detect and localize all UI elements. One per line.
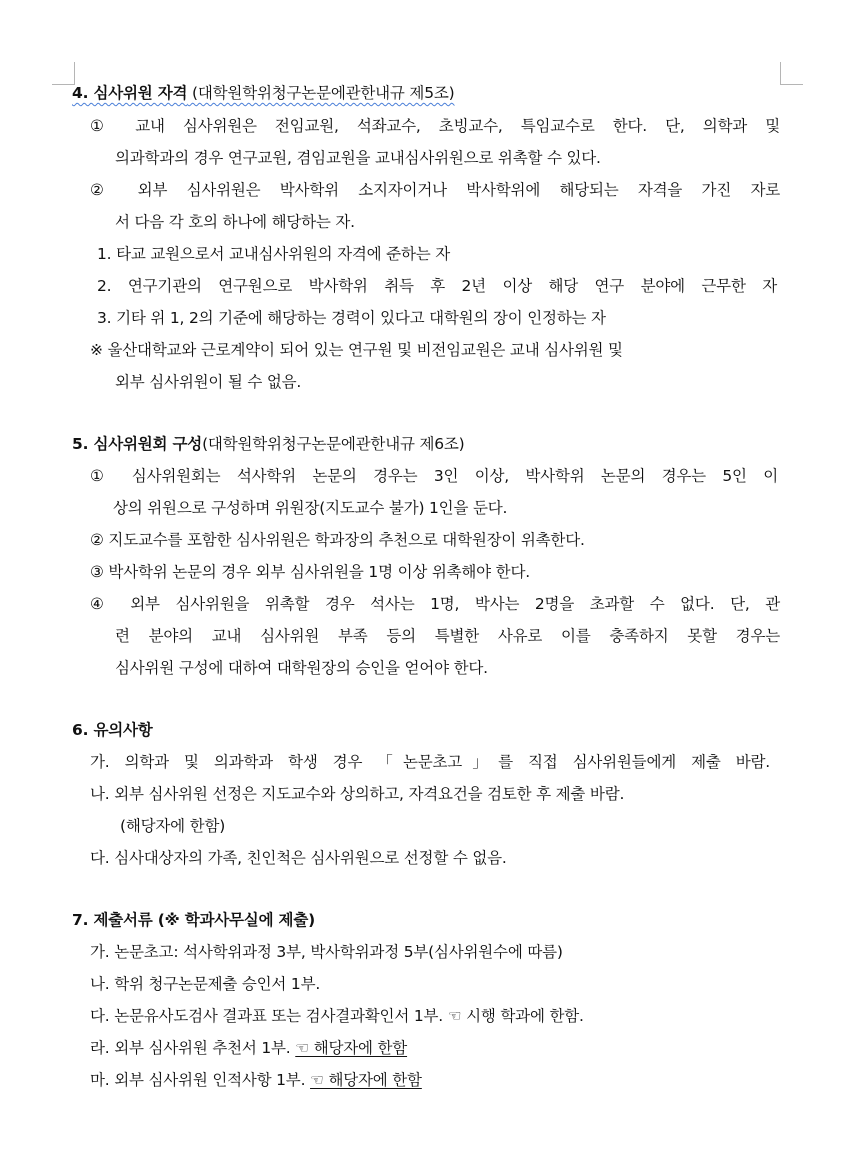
section-4-reference: (대학원학위청구논문에관한내규 제5조) [187,84,455,102]
section-6-item-a: 가. 의학과 및 의과학과 학생 경우 「논문초고」를 직접 심사위원들에게 제출 바람. [90,753,770,771]
section-5-item-3: ③ 박사학위 논문의 경우 외부 심사위원을 1명 이상 위촉해야 한다. [90,563,530,581]
section-7-item-e [90,1070,422,1090]
section-4-item-1-line-2: 의과학과의 경우 연구교원, 겸임교원을 교내심사위원으로 위촉할 수 있다. [115,149,601,167]
section-4-item-2-line-2: 서 다음 각 호의 하나에 해당하는 자. [115,213,355,231]
section-5-item-2: ② 지도교수를 포함한 심사위원은 학과장의 추천으로 대학원장이 위촉한다. [90,531,585,549]
section-5-item-1-line-2: 상의 위원으로 구성하며 위원장(지도교수 불가) 1인을 둔다. [113,499,508,517]
section-7-item-d-text: 라. 외부 심사위원 추천서 1부. [90,1039,296,1057]
section-7-item-d [90,1038,407,1058]
section-4-sub-1: 1. 타교 교원으로서 교내심사위원의 자격에 준하는 자 [97,245,450,263]
section-5-reference: (대학원학위청구논문에관한내규 제6조) [202,435,465,453]
section-5-item-4-line-3: 심사위원 구성에 대하여 대학원장의 승인을 얻어야 한다. [115,659,488,677]
section-7-item-d-note: ☜ 해당자에 한함 [295,1039,408,1057]
section-5-item-4-line-2: 련 분야의 교내 심사위원 부족 등의 특별한 사유로 이를 충족하지 못할 경우는 [115,627,780,645]
section-4-sub-3: 3. 기타 위 1, 2의 기준에 해당하는 경력이 있다고 대학원의 장이 인정하는 자 [97,309,606,327]
section-5-item-4-line-1: ④ 외부 심사위원을 위촉할 경우 석사는 1명, 박사는 2명을 초과할 수 없다. 단, 관 [90,595,780,613]
section-7-item-c: 다. 논문유사도검사 결과표 또는 검사결과확인서 1부. ☜ 시행 학과에 한함. [90,1007,584,1025]
section-6-item-b-line-2: (해당자에 한함) [120,817,226,835]
section-5-item-1-line-1: ① 심사위원회는 석사학위 논문의 경우는 3인 이상, 박사학위 논문의 경우는 5인 이 [90,467,778,485]
section-4-title: 4. 심사위원 자격 [72,84,188,102]
section-4-item-1-line-1: ① 교내 심사위원은 전임교원, 석좌교수, 초빙교수, 특임교수로 한다. 단, 의학과 및 [90,117,780,135]
section-6-item-b-line-1: 나. 외부 심사위원 선정은 지도교수와 상의하고, 자격요건을 검토한 후 제출 바람. [90,785,625,803]
section-7-item-e-text: 마. 외부 심사위원 인적사항 1부. [90,1071,311,1089]
section-4-sub-2: 2. 연구기관의 연구원으로 박사학위 취득 후 2년 이상 해당 연구 분야에 근무한 자 [97,277,777,295]
section-7-item-b: 나. 학위 청구논문제출 승인서 1부. [90,975,321,993]
section-5-heading [72,434,465,454]
section-6-heading: 6. 유의사항 [72,721,153,739]
crop-mark-top-right [780,62,803,85]
crop-mark-top-left [52,62,75,85]
section-4-item-2-line-1: ② 외부 심사위원은 박사학위 소지자이거나 박사학위에 해당되는 자격을 가진 자로 [90,181,780,199]
section-4-note-line-1: ※ 울산대학교와 근로계약이 되어 있는 연구원 및 비전임교원은 교내 심사위원 및 [90,341,623,359]
section-7-item-e-note: ☜ 해당자에 한함 [310,1071,422,1089]
section-7-item-a: 가. 논문초고: 석사학위과정 3부, 박사학위과정 5부(심사위원수에 따름) [90,943,563,961]
section-4-heading [72,83,455,103]
section-7-heading: 7. 제출서류 (※ 학과사무실에 제출) [72,911,315,929]
section-5-title: 5. 심사위원회 구성 [72,435,203,453]
section-6-item-c: 다. 심사대상자의 가족, 친인척은 심사위원으로 선정할 수 없음. [90,849,507,867]
section-4-note-line-2: 외부 심사위원이 될 수 없음. [115,373,302,391]
